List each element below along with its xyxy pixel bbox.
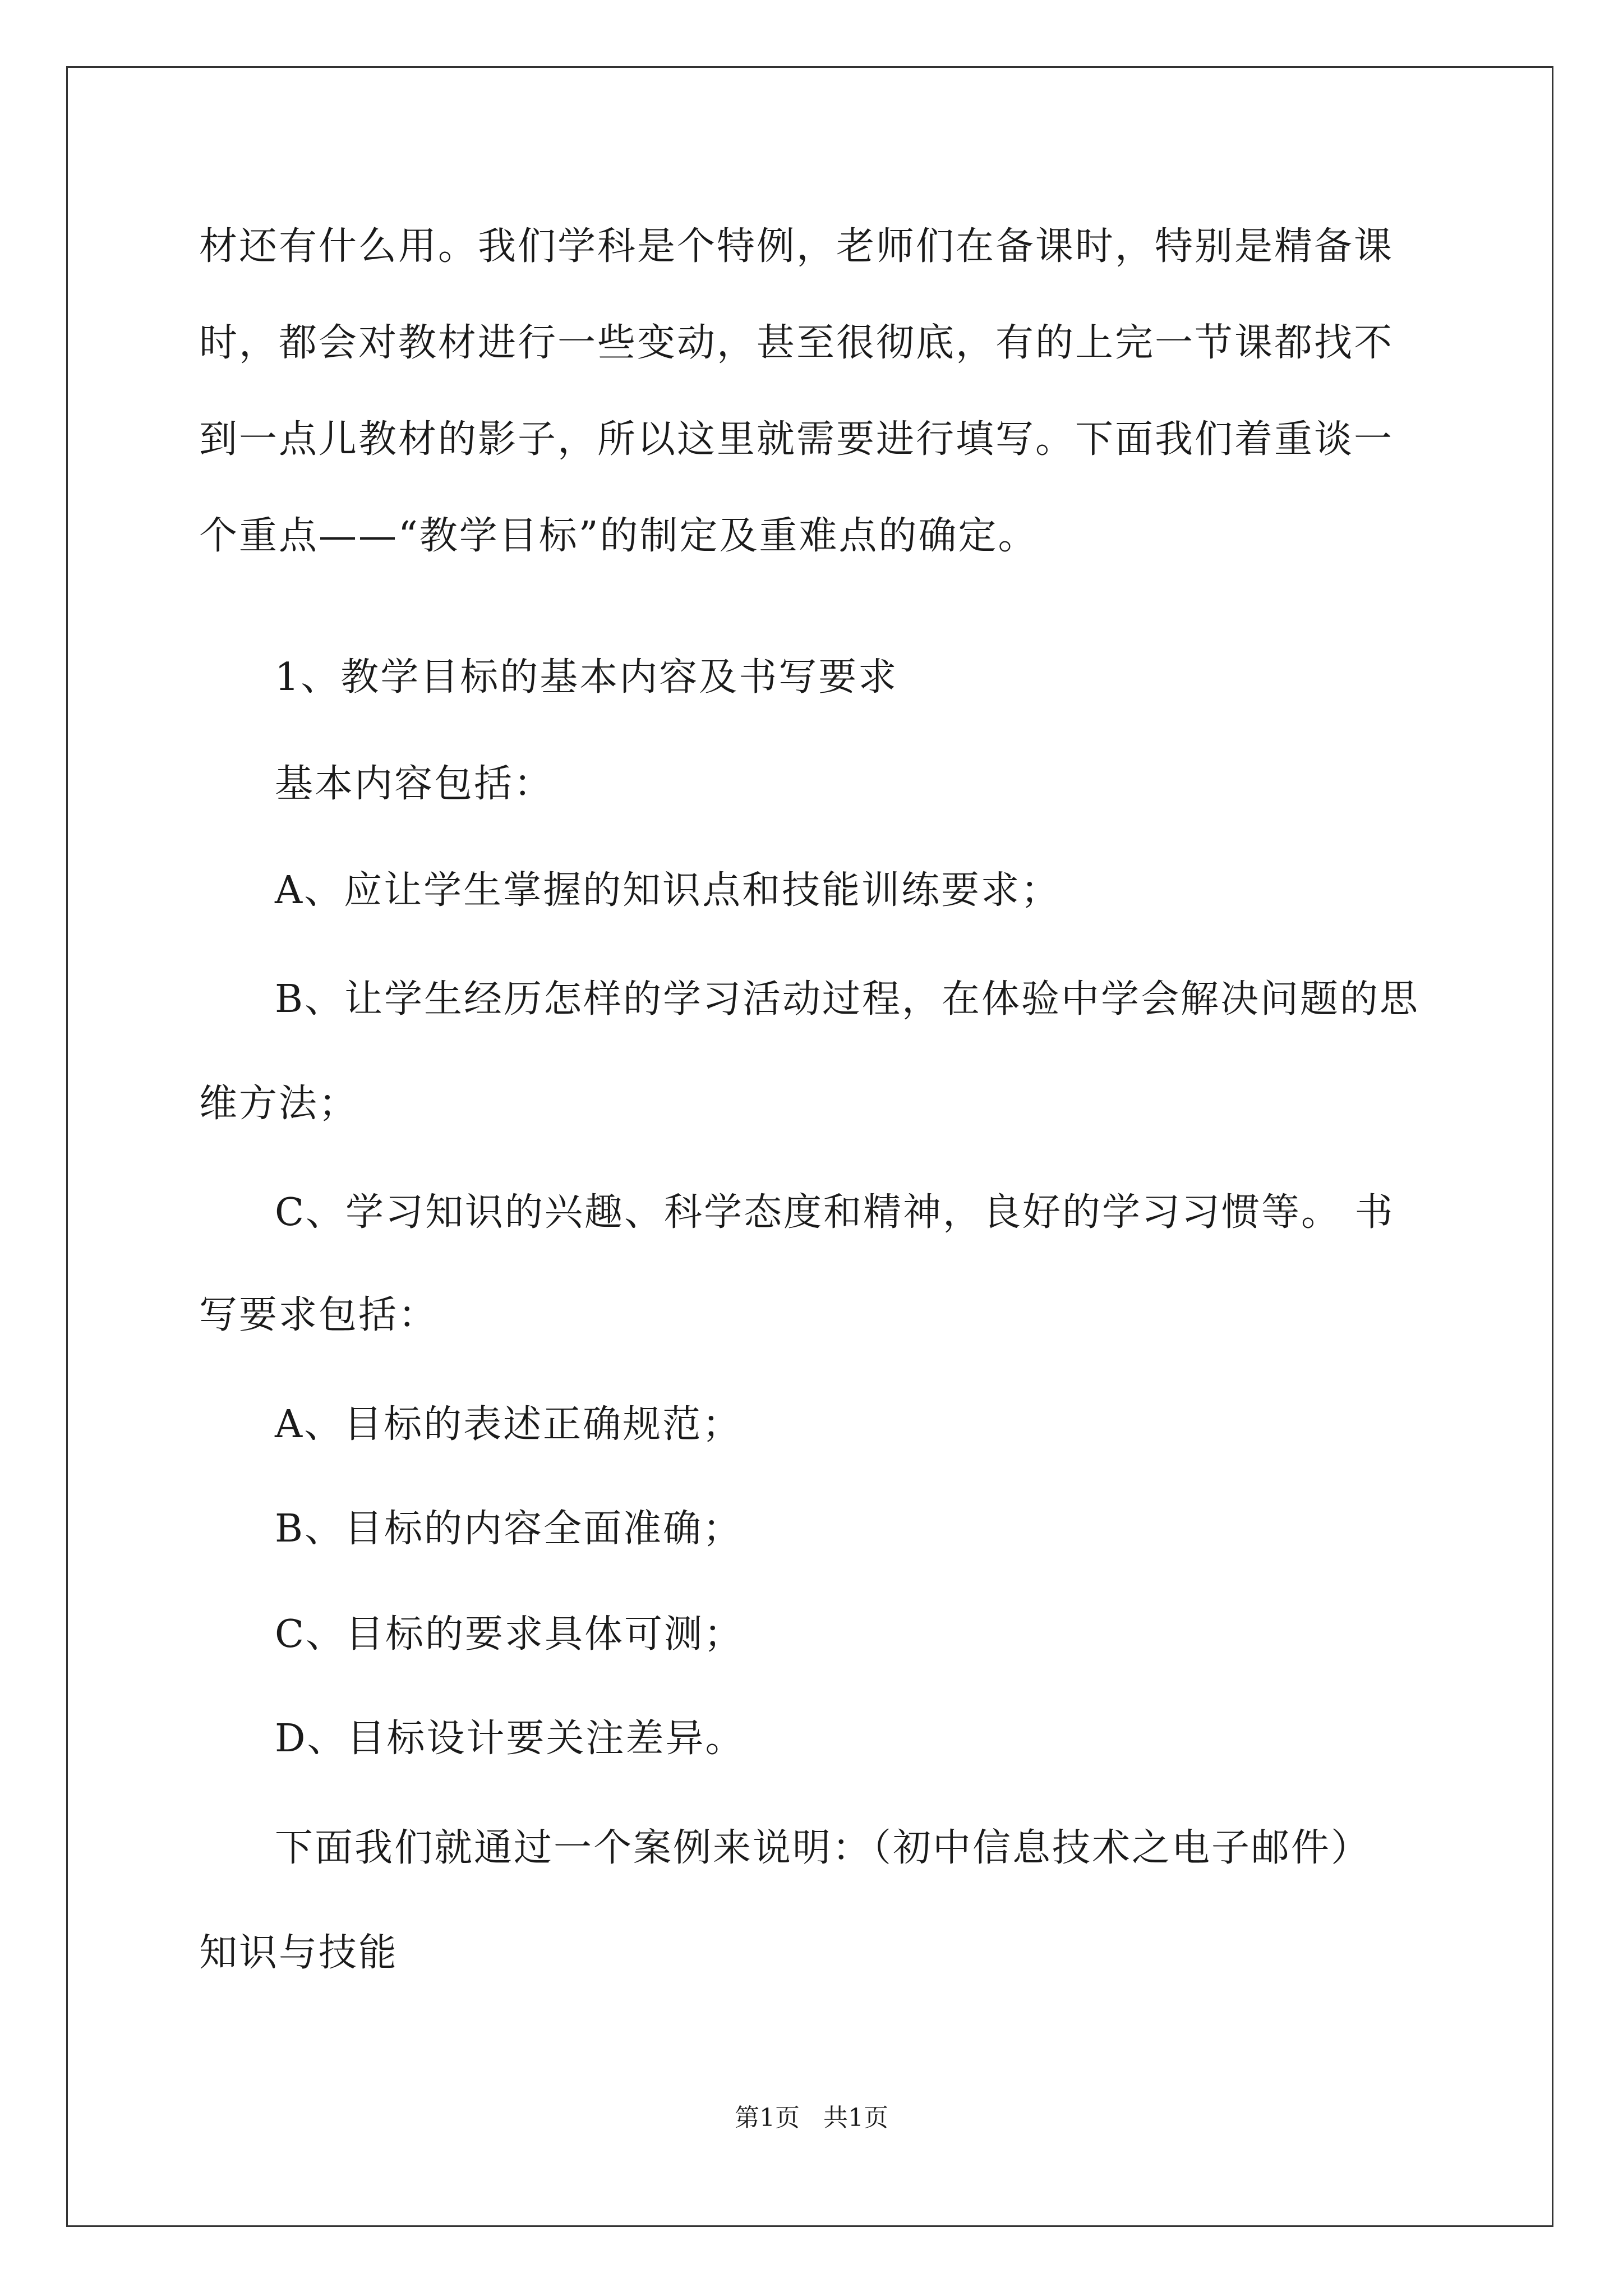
- body-text-line: 知识与技能: [199, 1931, 399, 1975]
- section-heading: 1、教学目标的基本内容及书写要求: [275, 655, 898, 700]
- body-text-line: 材还有什么用。我们学科是个特例，老师们在备课时，特别是精备课: [199, 224, 1394, 269]
- subheading-basic-content: 基本内容包括：: [275, 762, 554, 806]
- list-item: A、目标的表述正确规范；: [275, 1402, 743, 1447]
- body-text-line: 时，都会对教材进行一些变动，甚至很彻底，有的上完一节课都找不: [199, 321, 1394, 365]
- list-item: A、应让学生掌握的知识点和技能训练要求；: [275, 868, 1061, 913]
- page-border: [66, 66, 1553, 2227]
- body-text-line: 到一点儿教材的影子，所以这里就需要进行填写。下面我们着重谈一: [199, 417, 1394, 462]
- list-item-continuation: 写要求包括：: [199, 1293, 439, 1337]
- body-text-line: 下面我们就通过一个案例来说明：（初中信息技术之电子邮件）: [275, 1826, 1371, 1870]
- list-item-continuation: 维方法；: [199, 1082, 359, 1126]
- list-item: B、目标的内容全面准确；: [275, 1507, 743, 1551]
- list-item: C、目标的要求具体可测；: [275, 1612, 744, 1657]
- list-item: C、学习知识的兴趣、科学态度和精神，良好的学习习惯等。 书: [275, 1190, 1395, 1235]
- body-text-line: 个重点——“教学目标”的制定及重难点的确定。: [199, 514, 1038, 558]
- page-number-footer: 第1页 共1页: [735, 2104, 888, 2132]
- list-item: D、目标设计要关注差异。: [275, 1717, 745, 1761]
- list-item: B、让学生经历怎样的学习活动过程，在体验中学会解决问题的思: [275, 977, 1419, 1022]
